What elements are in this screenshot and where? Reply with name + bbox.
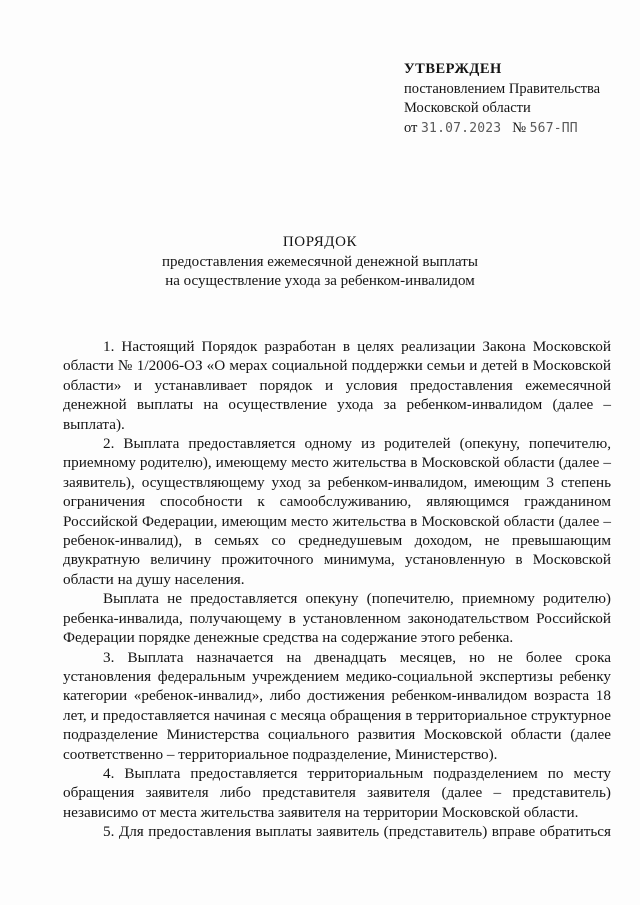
document-subtitle-line-2: на осуществление ухода за ребенком-инвалидом: [165, 273, 475, 289]
date-prefix: от: [404, 119, 418, 136]
approval-block: [404, 60, 634, 138]
approval-date: 31.07.2023: [421, 120, 502, 136]
paragraph-3: 3. Выплата назначается на двенадцать месяцев, но не более срока установления федеральным учреждением медико-социальной экспертизы ребенку категории «ребенок-инвалид», либо достижения ребенком-инвалидом возраста 18 лет, и предоставляется начиная с месяца обращения в территориальное структурное подразделение Министерства социального развития Московской области (далее соответственно – территориальное подразделение, Министерство).: [63, 648, 611, 763]
number-prefix: №: [512, 119, 527, 136]
paragraph-2: 2. Выплата предоставляется одному из родителей (опекуну, попечителю, приемному родителю), имеющему место жительства в Московской области (далее – заявитель), осуществляющему уход за ребенком-инвалидом, имеющим 3 степень ограничения способности к самообслуживанию, являющимся гражданином Российской Федерации, имеющим место жительства в Московской области (далее – ребенок-инвалид), в семьях со среднедушевым доходом, не превышающим двукратную величину прожиточного минимума, установленную в Московской области на душу населения.: [63, 435, 611, 588]
document-subtitle-line-1: предоставления ежемесячной денежной выплаты: [162, 253, 478, 270]
document-body: [63, 337, 611, 842]
paragraph-1: 1. Настоящий Порядок разработан в целях реализации Закона Московской области № 1/2006-ОЗ «О мерах социальной поддержки семьи и детей в Московской области» и устанавливает порядок и условия предоставления ежемесячной денежной выплаты на осуществление ухода за ребенком-инвалидом (далее – выплата).: [63, 338, 611, 433]
approval-date-number: [404, 119, 634, 139]
approval-line-2: Московской области: [404, 100, 531, 116]
paragraph-5: 5. Для предоставления выплаты заявитель (представитель) вправе обратиться: [103, 823, 611, 841]
approval-number: 567-ПП: [529, 120, 578, 136]
paragraph-2-note: Выплата не предоставляется опекуну (попечителю, приемному родителю) ребенка-инвалида, получающему в установленном законодательством Российской Федерации порядке денежные средства на содержание этого ребенка.: [63, 590, 611, 647]
document-title: ПОРЯДОК: [282, 234, 358, 250]
paragraph-4: 4. Выплата предоставляется территориальным подразделением по месту обращения заявителя либо представителя заявителя (далее – представитель) независимо от места жительства заявителя на территории Московской области.: [63, 764, 611, 821]
approval-line-1: постановлением Правительства: [404, 80, 601, 97]
approval-heading: УТВЕРЖДЕН: [404, 61, 502, 77]
document-title-block: [0, 233, 640, 292]
